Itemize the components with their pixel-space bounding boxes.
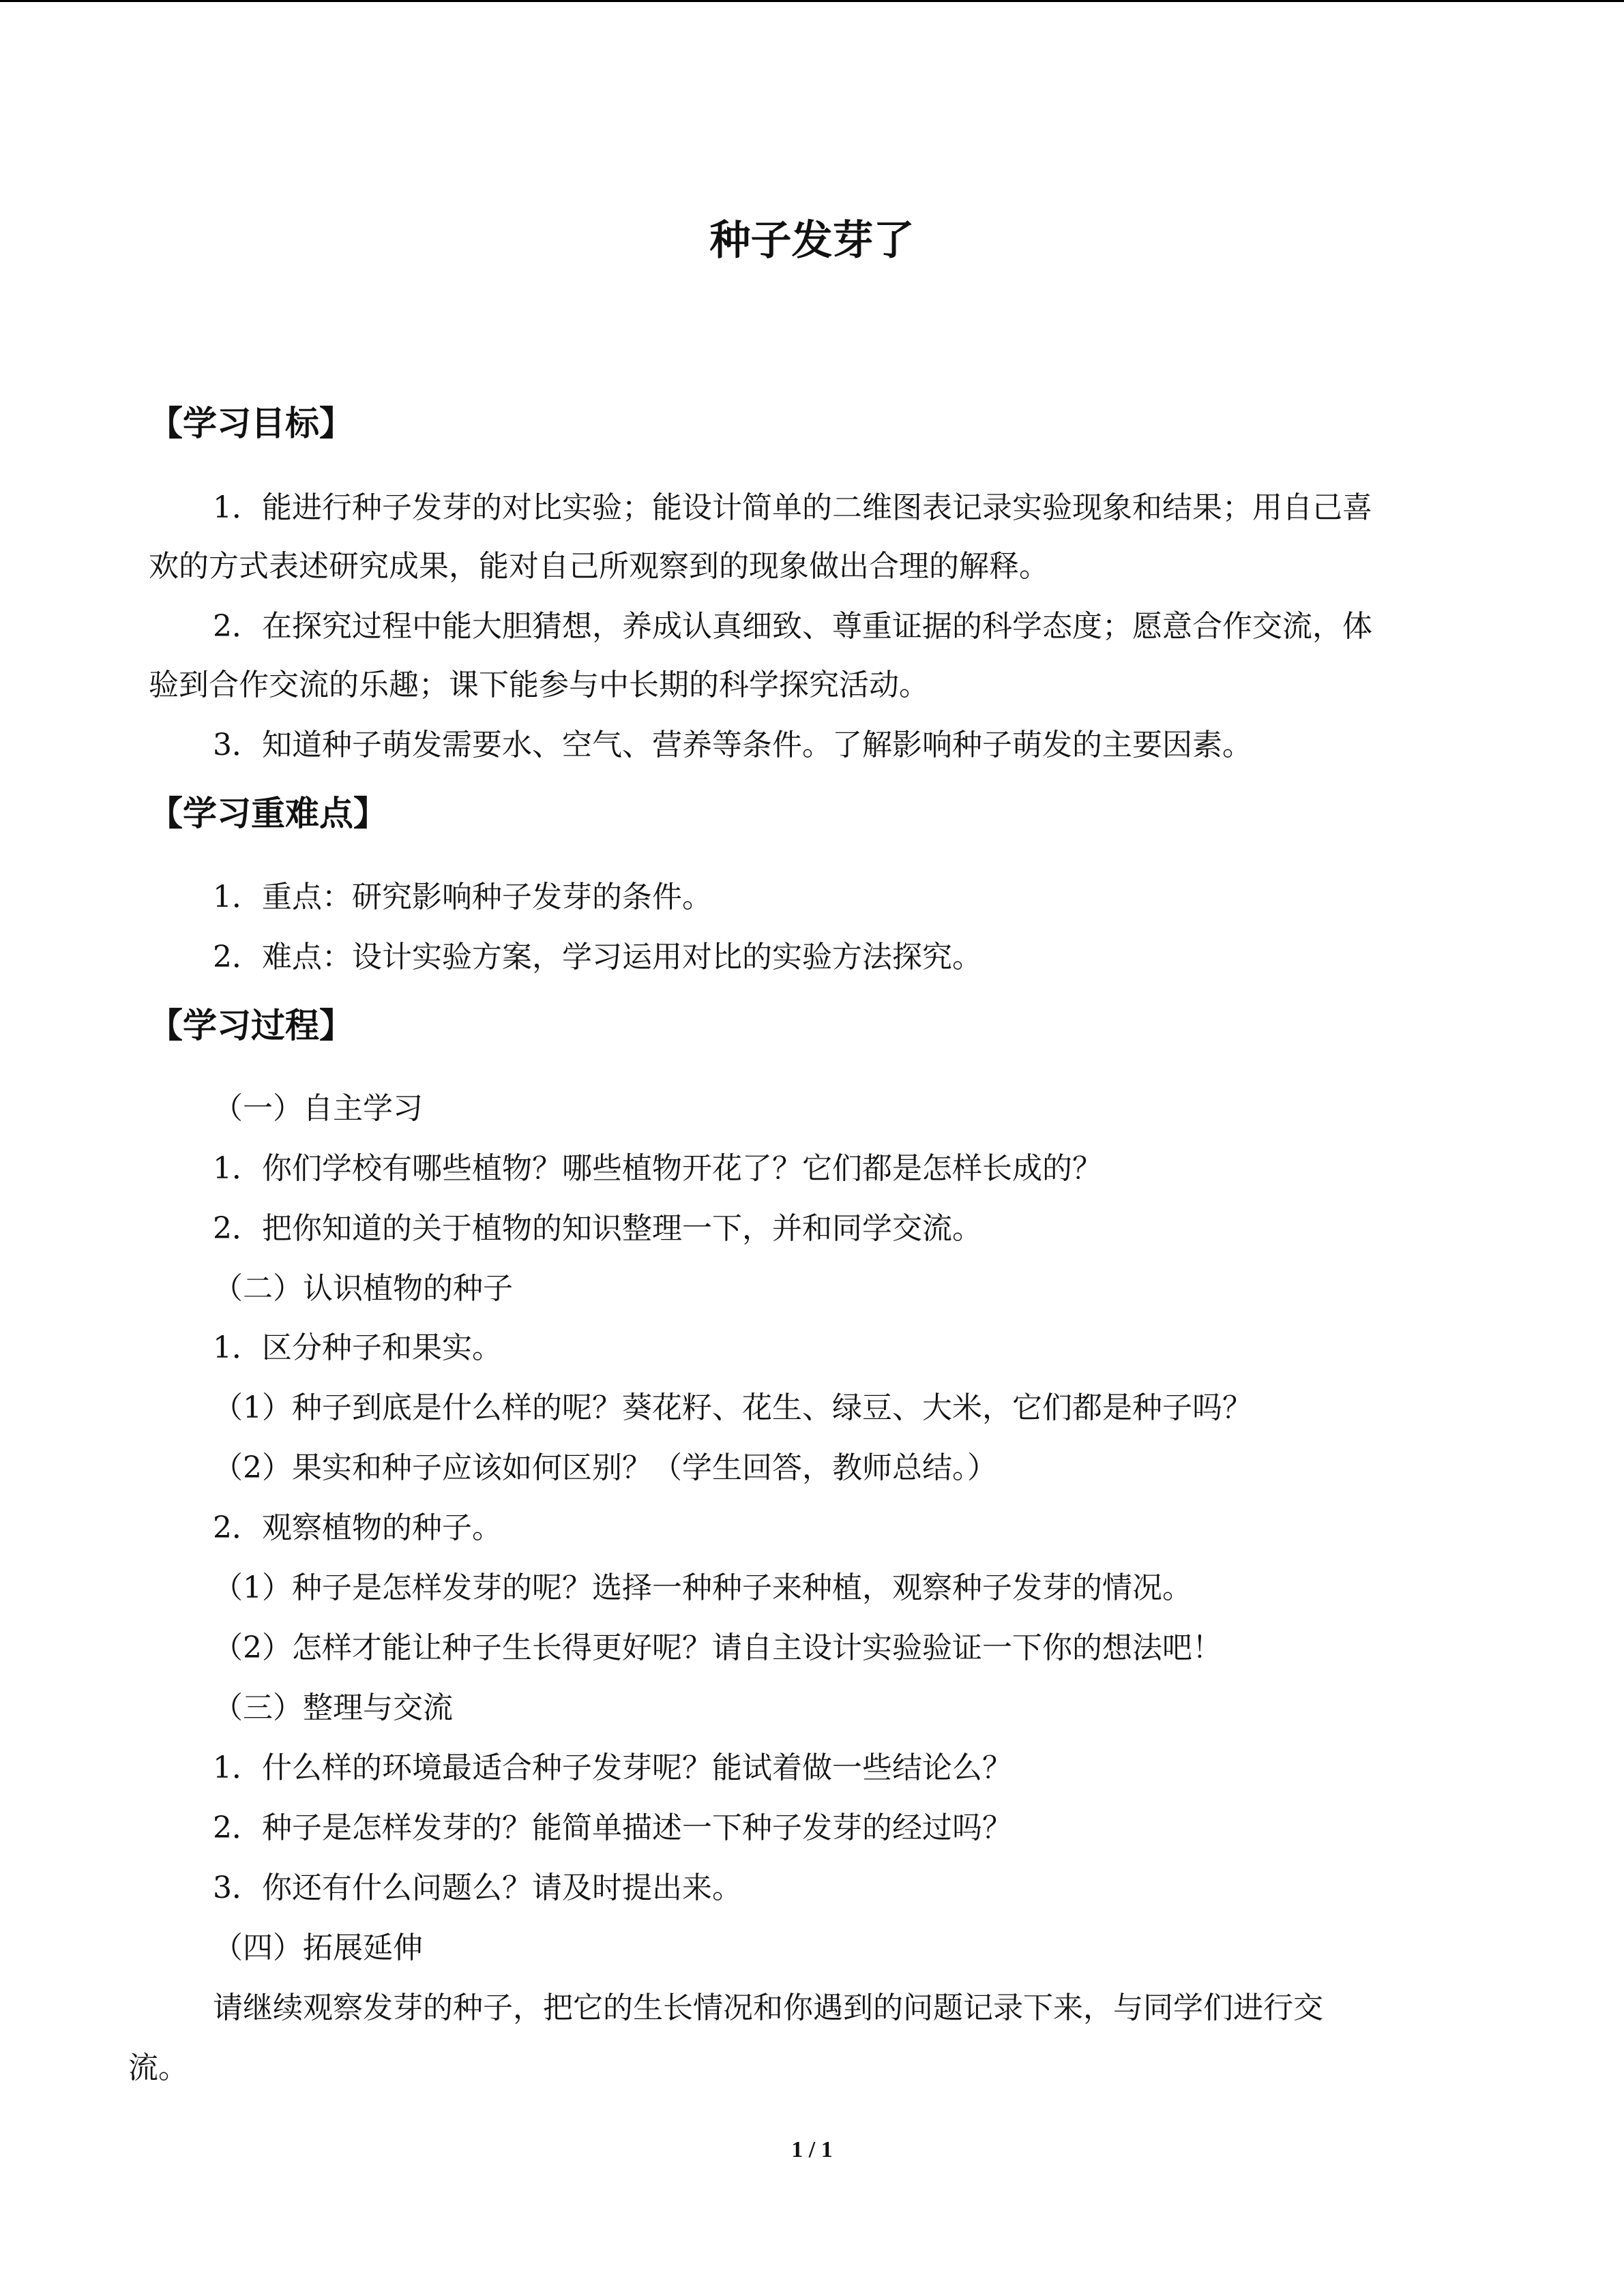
- process-line: 2．观察植物的种子。: [213, 1510, 502, 1545]
- process-subheading: （一）自主学习: [213, 1091, 423, 1126]
- heading-process: 【学习过程】: [149, 1006, 353, 1045]
- heading-objectives: 【学习目标】: [149, 404, 353, 443]
- process-subheading: （四）拓展延伸: [213, 1930, 423, 1965]
- process-line: （1）种子是怎样发芽的呢？选择一种种子来种植，观察种子发芽的情况。: [213, 1570, 1192, 1605]
- objective-line: 欢的方式表述研究成果，能对自己所观察到的现象做出合理的解释。: [149, 549, 1049, 584]
- objective-line: 1．能进行种子发芽的对比实验；能设计简单的二维图表记录实验现象和结果；用自己喜: [213, 490, 1372, 525]
- document-title: 种子发芽了: [709, 217, 915, 265]
- heading-key-points: 【学习重难点】: [149, 794, 387, 833]
- objective-line: 验到合作交流的乐趣；课下能参与中长期的科学探究活动。: [149, 668, 929, 702]
- process-line: 请继续观察发芽的种子，把它的生长情况和你遇到的问题记录下来，与同学们进行交: [213, 1991, 1323, 2025]
- process-line: 3．你还有什么问题么？请及时提出来。: [213, 1870, 742, 1905]
- process-line: （2）怎样才能让种子生长得更好呢？请自主设计实验验证一下你的想法吧！: [213, 1630, 1222, 1665]
- process-line: 1．你们学校有哪些植物？哪些植物开花了？它们都是怎样长成的？: [213, 1151, 1102, 1186]
- process-subheading: （二）认识植物的种子: [213, 1271, 513, 1306]
- objective-line: 3．知道种子萌发需要水、空气、营养等条件。了解影响种子萌发的主要因素。: [213, 728, 1252, 762]
- process-line: 2．种子是怎样发芽的？能简单描述一下种子发芽的经过吗？: [213, 1810, 1012, 1845]
- process-line: 流。: [128, 2051, 188, 2085]
- process-line: （1）种子到底是什么样的呢？葵花籽、花生、绿豆、大米，它们都是种子吗？: [213, 1390, 1252, 1425]
- objective-line: 2．在探究过程中能大胆猜想，养成认真细致、尊重证据的科学态度；愿意合作交流，体: [213, 609, 1372, 644]
- process-subheading: （三）整理与交流: [213, 1690, 453, 1725]
- process-line: 1．区分种子和果实。: [213, 1330, 502, 1365]
- process-line: （2）果实和种子应该如何区别？（学生回答，教师总结。）: [213, 1450, 997, 1485]
- key-point-line: 2．难点：设计实验方案，学习运用对比的实验方法探究。: [213, 940, 982, 974]
- page-number: 1 / 1: [791, 2137, 833, 2162]
- process-line: 1．什么样的环境最适合种子发芽呢？能试着做一些结论么？: [213, 1750, 1012, 1785]
- top-border-line: [0, 0, 1624, 2]
- process-line: 2．把你知道的关于植物的知识整理一下，并和同学交流。: [213, 1211, 982, 1246]
- key-point-line: 1．重点：研究影响种子发芽的条件。: [213, 880, 712, 914]
